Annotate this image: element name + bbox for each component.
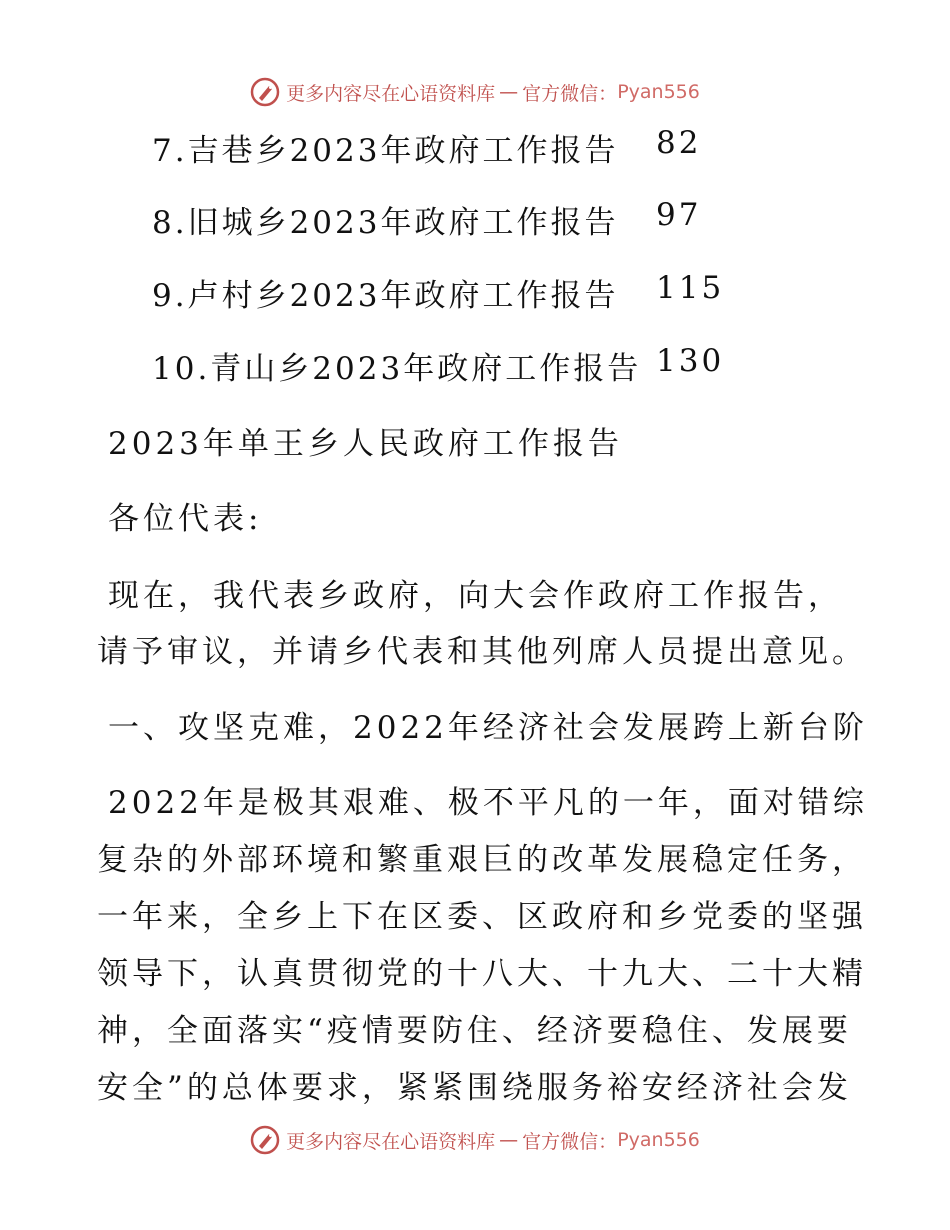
header-watermark bbox=[0, 72, 950, 112]
body-line: 一年来，全乡上下在区委、区政府和乡党委的坚强 bbox=[97, 899, 867, 935]
toc-entry-page: 115 bbox=[656, 270, 725, 306]
pen-logo-icon bbox=[250, 1125, 280, 1155]
document-title: 2023年单王乡人民政府工作报告 bbox=[108, 426, 623, 462]
body-line: 2022年是极其艰难、极不平凡的一年，面对错综 bbox=[108, 785, 868, 821]
toc-entry-title: 7.吉巷乡2023年政府工作报告 bbox=[152, 133, 619, 169]
footer-watermark bbox=[0, 1120, 950, 1160]
watermark-text: 更多内容尽在心语资料库 bbox=[286, 82, 496, 105]
body-line: 安全”的总体要求，紧紧围绕服务裕安经济社会发 bbox=[97, 1070, 852, 1106]
watermark-separator: — bbox=[499, 81, 519, 103]
intro-line: 现在，我代表乡政府，向大会作政府工作报告， bbox=[108, 578, 843, 614]
toc-entry-page: 130 bbox=[656, 343, 725, 379]
body-line: 领导下，认真贯彻党的十八大、十九大、二十大精 bbox=[97, 956, 867, 992]
toc-entry-title: 10.青山乡2023年政府工作报告 bbox=[152, 351, 642, 387]
watermark-wechat-id: Pyan556 bbox=[617, 1129, 700, 1151]
toc-entry bbox=[152, 270, 772, 320]
watermark-wechat-id: Pyan556 bbox=[617, 81, 700, 103]
watermark-text: 更多内容尽在心语资料库 bbox=[286, 1130, 496, 1153]
toc-entry-page: 82 bbox=[656, 125, 702, 161]
watermark-separator: — bbox=[499, 1129, 519, 1151]
pen-logo-icon bbox=[250, 77, 280, 107]
toc-entry bbox=[152, 197, 772, 247]
body-line: 神，全面落实“疫情要防住、经济要稳住、发展要 bbox=[97, 1013, 852, 1049]
greeting: 各位代表: bbox=[108, 501, 263, 537]
watermark-label: 官方微信： bbox=[522, 82, 618, 105]
body-line: 复杂的外部环境和繁重艰巨的改革发展稳定任务， bbox=[97, 842, 867, 878]
toc-entry bbox=[152, 343, 772, 393]
toc-entry-title: 9.卢村乡2023年政府工作报告 bbox=[152, 278, 619, 314]
section-heading: 一、攻坚克难，2022年经济社会发展跨上新台阶 bbox=[108, 710, 868, 746]
intro-line: 请予审议，并请乡代表和其他列席人员提出意见。 bbox=[97, 634, 867, 670]
toc-entry-title: 8.旧城乡2023年政府工作报告 bbox=[152, 205, 619, 241]
watermark-label: 官方微信： bbox=[522, 1130, 618, 1153]
toc-entry bbox=[152, 125, 772, 175]
toc-entry-page: 97 bbox=[656, 197, 702, 233]
